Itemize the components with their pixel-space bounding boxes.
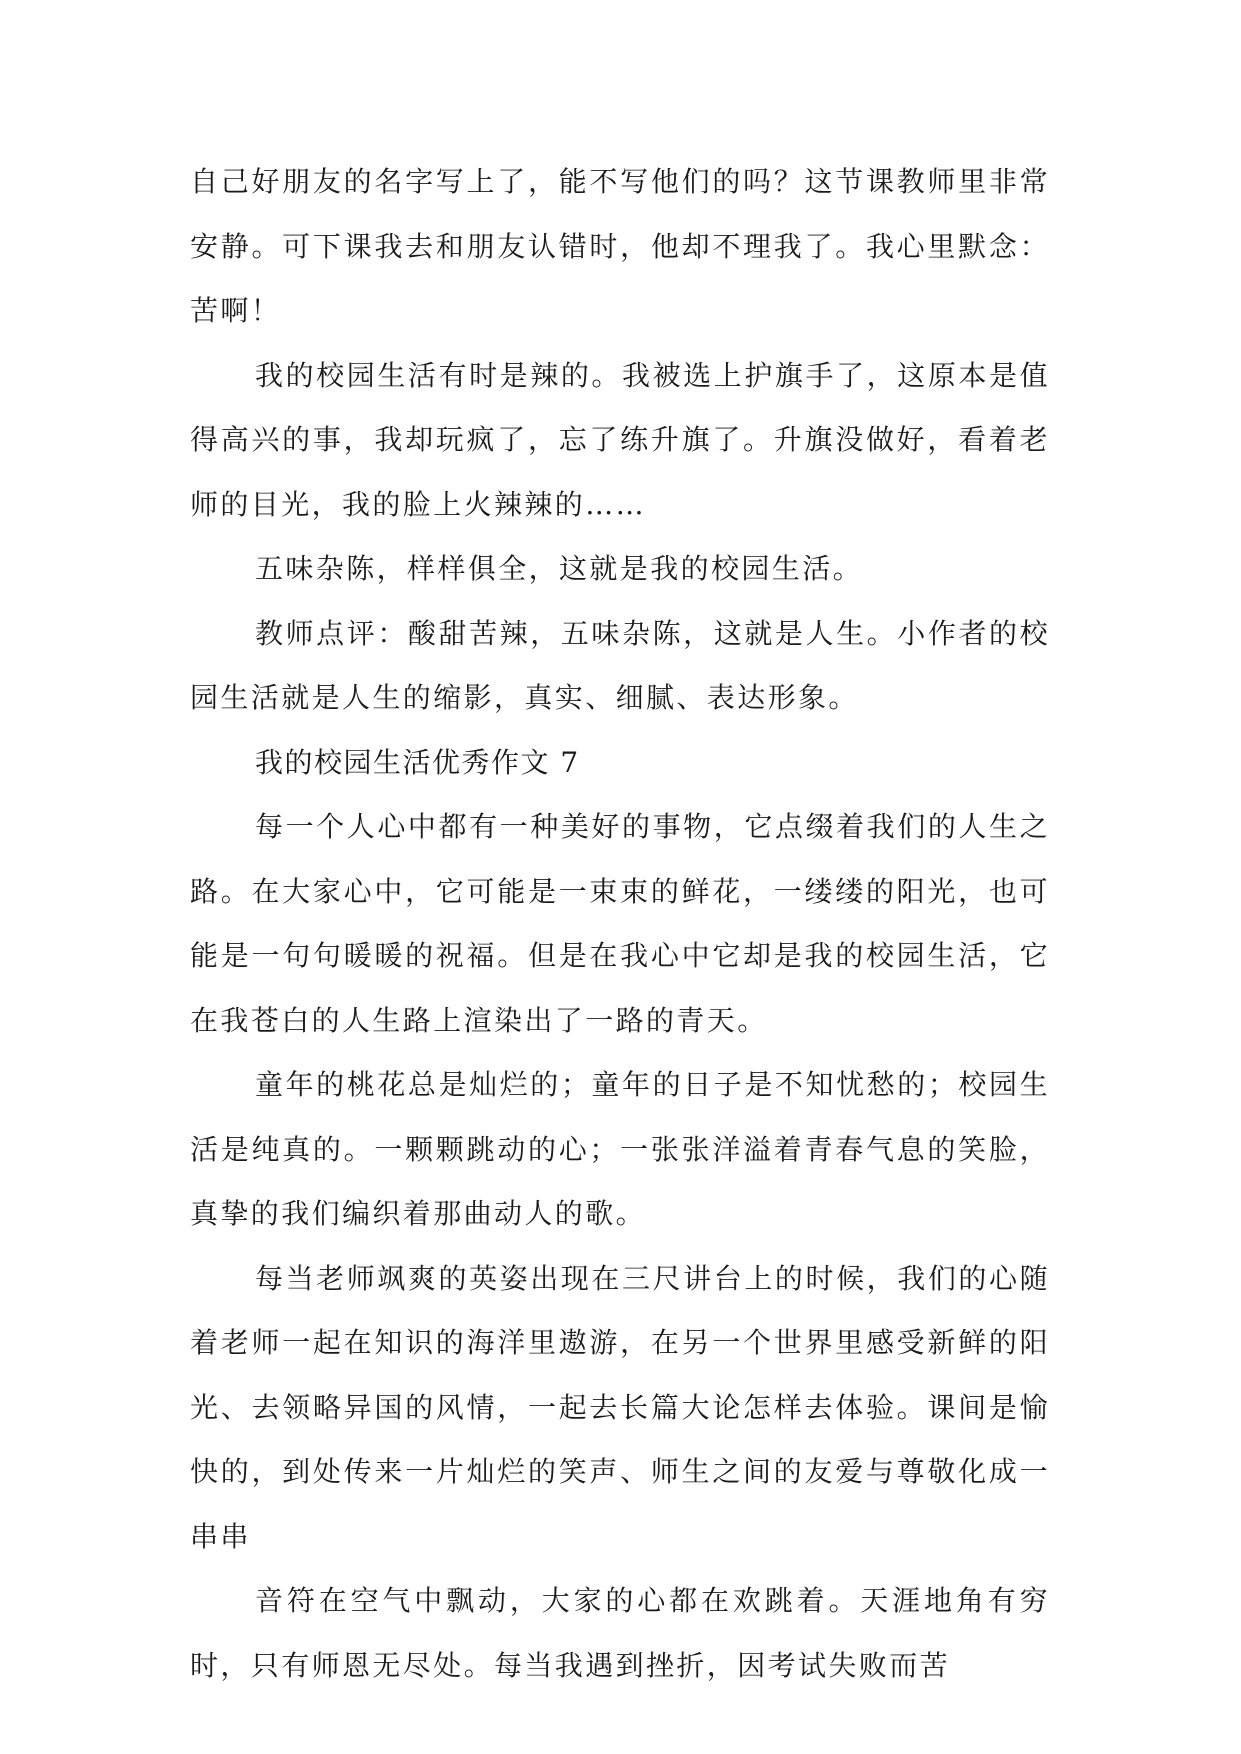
paragraph-1: 自己好朋友的名字写上了，能不写他们的吗？这节课教师里非常安静。可下课我去和朋友认错时，他却不理我了。我心里默念：苦啊！ bbox=[190, 165, 1050, 327]
paragraph-2: 我的校园生活有时是辣的。我被选上护旗手了，这原本是值得高兴的事，我却玩疯了，忘了练升旗了。升旗没做好，看着老师的目光，我的脸上火辣辣的…… bbox=[190, 358, 1050, 521]
paragraph-3: 五味杂陈，样样俱全，这就是我的校园生活。 bbox=[255, 552, 864, 585]
essay-title: 我的校园生活优秀作文 7 bbox=[255, 745, 580, 779]
paragraph-8: 音符在空气中飘动，大家的心都在欢跳着。天涯地角有穷时，只有师恩无尽处。每当我遇到挫折，因考试失败而苦 bbox=[190, 1584, 1050, 1682]
paragraph-7: 每当老师飒爽的英姿出现在三尺讲台上的时候，我们的心随着老师一起在知识的海洋里遨游，在另一个世界里感受新鲜的阳光、去领略异国的风情，一起去长篇大论怎样去体验。课间是愉快的，到处传来一片灿烂的笑声、师生之间的友爱与尊敬化成一串串 bbox=[190, 1261, 1050, 1553]
paragraph-6: 童年的桃花总是灿烂的；童年的日子是不知忧愁的；校园生活是纯真的。一颗颗跳动的心；一张张洋溢着青春气息的笑脸，真挚的我们编织着那曲动人的歌。 bbox=[190, 1068, 1050, 1230]
paragraph-5: 每一个人心中都有一种美好的事物，它点缀着我们的人生之路。在大家心中，它可能是一束束的鲜花，一缕缕的阳光，也可能是一句句暖暖的祝福。但是在我心中它却是我的校园生活，它在我苍白的人生路上渲染出了一路的青天。 bbox=[190, 810, 1050, 1037]
paragraph-4: 教师点评：酸甜苦辣，五味杂陈，这就是人生。小作者的校园生活就是人生的缩影，真实、细腻、表达形象。 bbox=[190, 616, 1050, 714]
document-page bbox=[190, 150, 1050, 1698]
